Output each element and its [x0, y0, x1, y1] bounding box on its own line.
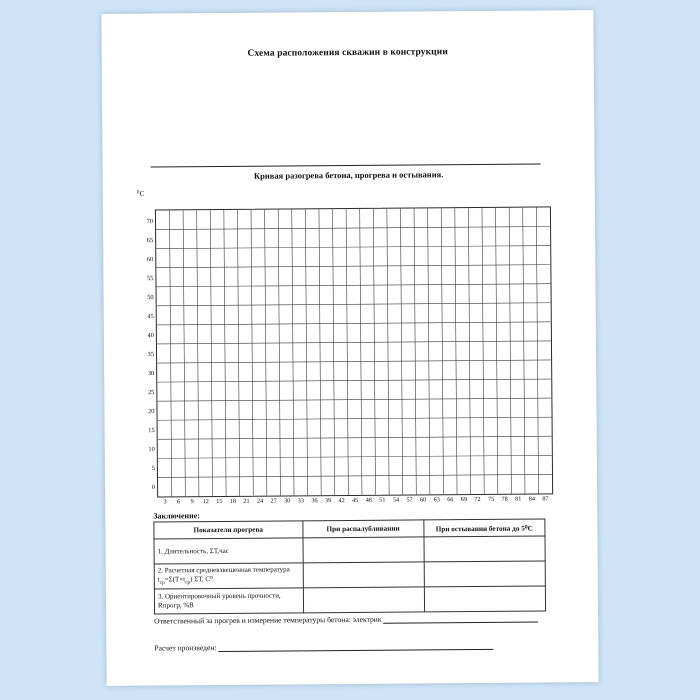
- x-axis-tick: 21: [243, 497, 250, 505]
- y-axis-tick: 5: [151, 465, 155, 473]
- y-axis-tick: 40: [147, 331, 154, 340]
- table-header-cooling: При остывании бетона до 5⁰С: [424, 519, 545, 537]
- x-axis-tick: 45: [352, 496, 359, 504]
- table-row: [154, 561, 545, 589]
- document-sheet: [101, 10, 598, 686]
- table-header-indicators: Показатели прогрева: [154, 521, 303, 539]
- x-axis-tick: 18: [229, 497, 237, 505]
- y-axis-tick: 45: [147, 312, 154, 320]
- cell-strength-stripping[interactable]: [303, 587, 424, 613]
- cell-duration-stripping[interactable]: [303, 537, 424, 563]
- x-axis-tick: 42: [338, 497, 345, 505]
- document-page: [101, 10, 598, 686]
- footer-responsible-line: [154, 614, 538, 626]
- cell-temperature-stripping[interactable]: [303, 562, 424, 588]
- x-axis-tick: 9: [190, 498, 194, 506]
- footer-responsible-blank[interactable]: [383, 614, 538, 624]
- x-axis-tick: 87: [542, 495, 549, 503]
- x-axis-tick: 12: [202, 498, 209, 506]
- y-axis-tick: 60: [146, 255, 154, 263]
- x-axis-tick: 81: [515, 495, 522, 503]
- x-axis-tick: 24: [256, 497, 264, 505]
- x-axis-tick: 6: [177, 498, 181, 506]
- summary-table: [153, 518, 546, 614]
- y-axis-tick: 65: [146, 236, 154, 244]
- y-axis-tick: 25: [147, 389, 155, 397]
- chart-title: Кривая разогрева бетона, прогрева и остывания.: [253, 169, 444, 181]
- row-label-duration: 1. Длительность, ΣТ,час: [154, 538, 303, 564]
- row-label-average-temperature: [154, 563, 303, 589]
- y-axis-tick: 15: [148, 427, 155, 435]
- x-axis-tick: 54: [392, 496, 400, 504]
- footer-calculated-line: [154, 641, 493, 653]
- conclusion-label: Заключение:: [153, 511, 200, 521]
- x-axis-tick: 69: [460, 496, 468, 504]
- row-label-sub-2: ср: [185, 579, 191, 586]
- x-axis-tick: 15: [216, 498, 223, 506]
- x-axis-tick: 84: [528, 495, 535, 503]
- cell-strength-cooling[interactable]: [424, 586, 545, 612]
- x-axis-tick: 78: [501, 495, 508, 503]
- x-axis-tick: 39: [324, 497, 332, 505]
- footer-calculated-blank[interactable]: [218, 641, 493, 652]
- x-axis-tick: 33: [297, 497, 304, 505]
- table-row: [154, 536, 545, 564]
- y-axis-tick: 30: [147, 370, 155, 378]
- y-axis-unit-label: ⁰С: [136, 189, 145, 198]
- y-axis-tick: 10: [148, 446, 155, 454]
- x-axis-tick: 63: [433, 496, 440, 504]
- x-axis-tick: 48: [365, 496, 372, 504]
- y-axis-tick: 0: [151, 484, 156, 492]
- row-label-sub-1: ср: [159, 579, 165, 586]
- chart-grid: [156, 207, 552, 496]
- y-axis-tick: 70: [146, 217, 154, 225]
- x-axis-tick: 60: [419, 496, 427, 504]
- y-axis-tick: 55: [147, 274, 154, 282]
- row-label-average-temperature-rest: =Σ(Т×t: [164, 575, 186, 584]
- x-axis-tick: 75: [487, 495, 495, 503]
- row-label-average-temperature-text: 2. Расчетная средневзвешенная температура t: [157, 565, 290, 584]
- x-axis-tick: 72: [474, 495, 481, 504]
- temperature-chart: [146, 206, 553, 506]
- page-title: Схема расположения скважин в конструкции: [247, 47, 448, 59]
- x-axis-tick: 3: [163, 498, 167, 506]
- table-header-stripping: При распалубливании: [302, 520, 423, 538]
- chart-plot-area: [146, 206, 553, 506]
- y-axis-tick: 20: [148, 408, 155, 416]
- x-axis-tick: 57: [406, 496, 413, 504]
- x-axis-tick: 27: [270, 497, 277, 505]
- scheme-area-divider: [151, 163, 541, 167]
- x-axis-tick: 51: [379, 496, 386, 504]
- table-row: [154, 586, 545, 614]
- x-axis-tick: 66: [447, 496, 454, 504]
- footer-calculated-label: Расчет произведен:: [154, 643, 217, 653]
- y-axis-tick: 50: [147, 293, 154, 301]
- row-label-average-temperature-rest2: ) ΣТ, С⁰: [190, 575, 213, 584]
- footer-responsible-label: Ответственный за прогрев и измерение температуры бетона: электрик: [154, 614, 382, 626]
- x-axis-tick: 30: [284, 497, 291, 505]
- cell-temperature-cooling[interactable]: [424, 561, 545, 587]
- row-label-strength: 3. Ориентировочный уровень прочности, Rпрогр, %В: [154, 588, 303, 614]
- y-axis-tick: 35: [147, 351, 155, 359]
- x-axis-tick: 36: [311, 497, 318, 505]
- cell-duration-cooling[interactable]: [424, 536, 545, 562]
